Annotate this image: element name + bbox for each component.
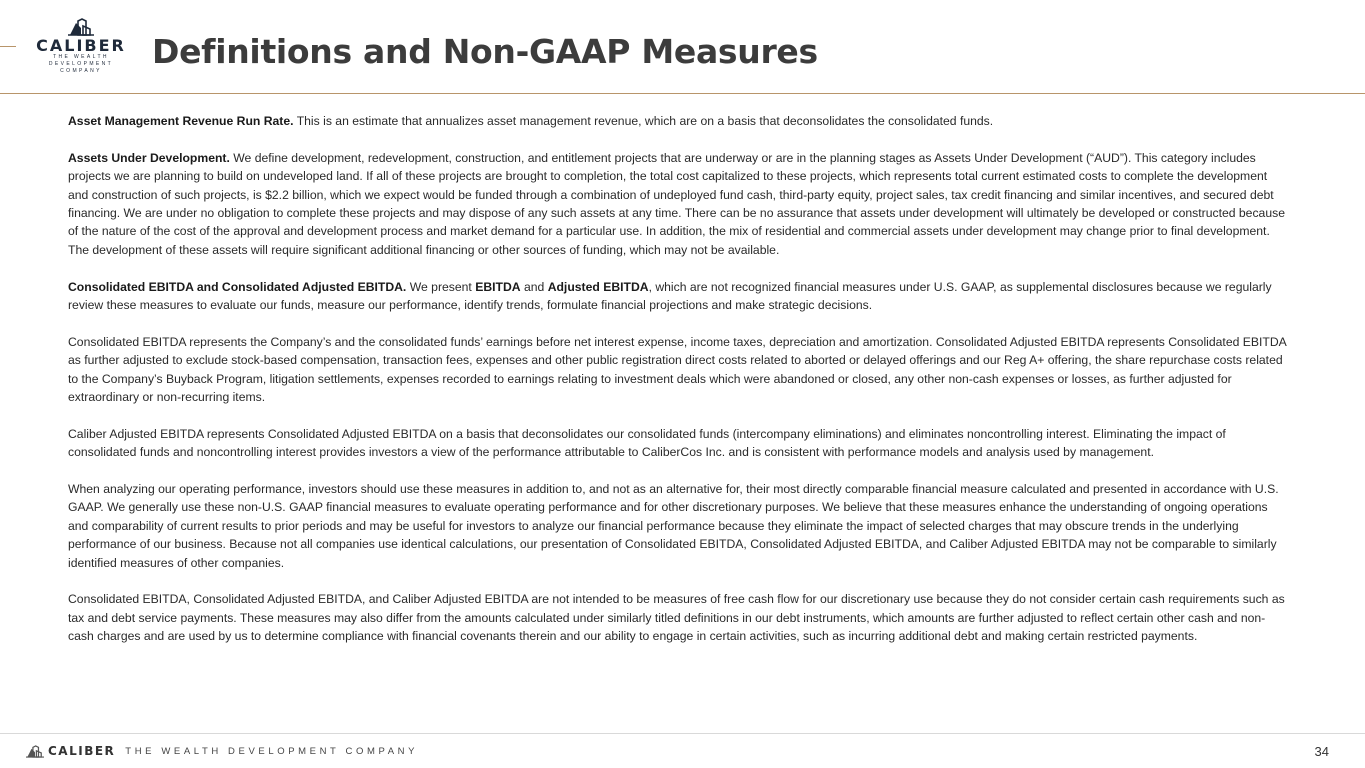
header-accent-line	[0, 46, 16, 47]
paragraph-arr	[68, 112, 1290, 130]
paragraph-ebitda	[68, 278, 1290, 315]
footer-tagline: THE WEALTH DEVELOPMENT COMPANY	[125, 745, 419, 757]
bold-adjusted-ebitda: Adjusted EBITDA	[547, 279, 649, 294]
text-aud: We define development, redevelopment, construction, and entitlement projects that are underway or are in the planning stages as Assets Under Development (“AUD”). This category includes projects we are planning to build on undeveloped land. If all of these projects are brought to completion, the total cost capitalized to these projects, which represents total current estimated costs to complete the development and construction of such projects, is $2.2 billion, which we expect would be funded through a combination of undeployed fund cash, third-party equity, project sales, tax credit financing and similar incentives, and secured debt financing. We are under no obligation to complete these projects and may dispose of any such assets at any time. There can be no assurance that assets under development will ultimately be developed or constructed because of the nature of the cost of the approval and development process and market demand for a particular use. In addition, the mix of residential and commercial assets under development may change prior to final development. The development of these assets will require significant additional financing or other sources of funding, which may not be available.	[68, 150, 1285, 257]
header-divider	[0, 93, 1365, 94]
footer-wordmark: CALIBER	[48, 744, 116, 758]
text-ebitda-2: and	[520, 279, 548, 294]
text-ebitda-3: , which are not recognized financial measures under U.S. GAAP, as supplemental disclosures because we regularly review these measures to evaluate our funds, measure our performance, identify trends, formulate financial projections and make strategic decisions.	[68, 279, 1272, 313]
logo-wordmark: CALIBER	[36, 36, 126, 55]
term-arr: Asset Management Revenue Run Rate.	[68, 114, 294, 128]
term-ebitda: Consolidated EBITDA and Consolidated Adjusted EBITDA.	[68, 279, 407, 294]
definitions-body	[68, 112, 1290, 664]
term-aud: Assets Under Development.	[68, 150, 230, 165]
footer-brand	[26, 742, 418, 760]
paragraph-consolidated-ebitda: Consolidated EBITDA represents the Company’s and the consolidated funds’ earnings before net interest expense, income taxes, depreciation and amortization. Consolidated Adjusted EBITDA represents Consolidated EBITDA as further adjusted to exclude stock-based compensation, transaction fees, expenses and other public registration direct costs related to aborted or delayed offerings and our Reg A+ offering, the share repurchase costs related to the Company’s Buyback Program, litigation settlements, expenses recorded to earnings relating to investment deals which were abandoned or closed, any other non-cash expenses or losses, as further adjusted for extraordinary or non-recurring items.	[68, 334, 1287, 405]
paragraph-aud	[68, 149, 1290, 259]
footer-building-icon	[26, 745, 44, 758]
footer-divider	[0, 733, 1365, 734]
paragraph-caliber-adjusted-ebitda: Caliber Adjusted EBITDA represents Consolidated Adjusted EBITDA on a basis that deconsolidates our consolidated funds (intercompany eliminations) and eliminates noncontrolling interest. Eliminating the impact of consolidated funds and noncontrolling interest provides investors a view of the performance attributable to CaliberCos Inc. and is consistent with performance models and analysis used by management.	[68, 426, 1226, 460]
paragraph-free-cash-flow: Consolidated EBITDA, Consolidated Adjusted EBITDA, and Caliber Adjusted EBITDA are not intended to be measures of free cash flow for our discretionary use because they do not consider certain cash requirements such as tax and debt service payments. These measures may also differ from the amounts calculated under similarly titled definitions in our debt instruments, which amounts are further adjusted to reflect certain other cash and non-cash charges and are used by us to determine compliance with financial covenants therein and our ability to engage in certain activities, such as incurring additional debt and making certain restricted payments.	[68, 592, 1285, 644]
logo-tagline-company: COMPANY	[60, 68, 102, 74]
building-icon	[68, 18, 94, 36]
logo-tagline: THE WEALTH DEVELOPMENT	[48, 54, 114, 67]
page-number: 34	[1314, 744, 1329, 759]
caliber-logo	[22, 18, 140, 75]
paragraph-operating-performance: When analyzing our operating performance, investors should use these measures in addition to, and not as an alternative for, their most directly comparable financial measure calculated and presented in accordance with U.S. GAAP. We generally use these non-U.S. GAAP financial measures to evaluate operating performance and for other discretionary purposes. We believe that these measures enhance the understanding of ongoing operations and comparability of current results to prior periods and may be useful for investors to analyze our financial performance because they eliminate the impact of selected charges that may obscure trends in the underlying performance of our business. Because not all companies use identical calculations, our presentation of Consolidated EBITDA, Consolidated Adjusted EBITDA, and Caliber Adjusted EBITDA may not be comparable to similarly identified measures of other companies.	[68, 482, 1279, 570]
bold-ebitda: EBITDA	[475, 279, 521, 294]
text-ebitda-1: We present	[406, 279, 476, 294]
page-title: Definitions and Non-GAAP Measures	[152, 32, 818, 71]
text-arr: This is an estimate that annualizes asset management revenue, which are on a basis that deconsolidates the consolidated funds.	[293, 114, 994, 128]
